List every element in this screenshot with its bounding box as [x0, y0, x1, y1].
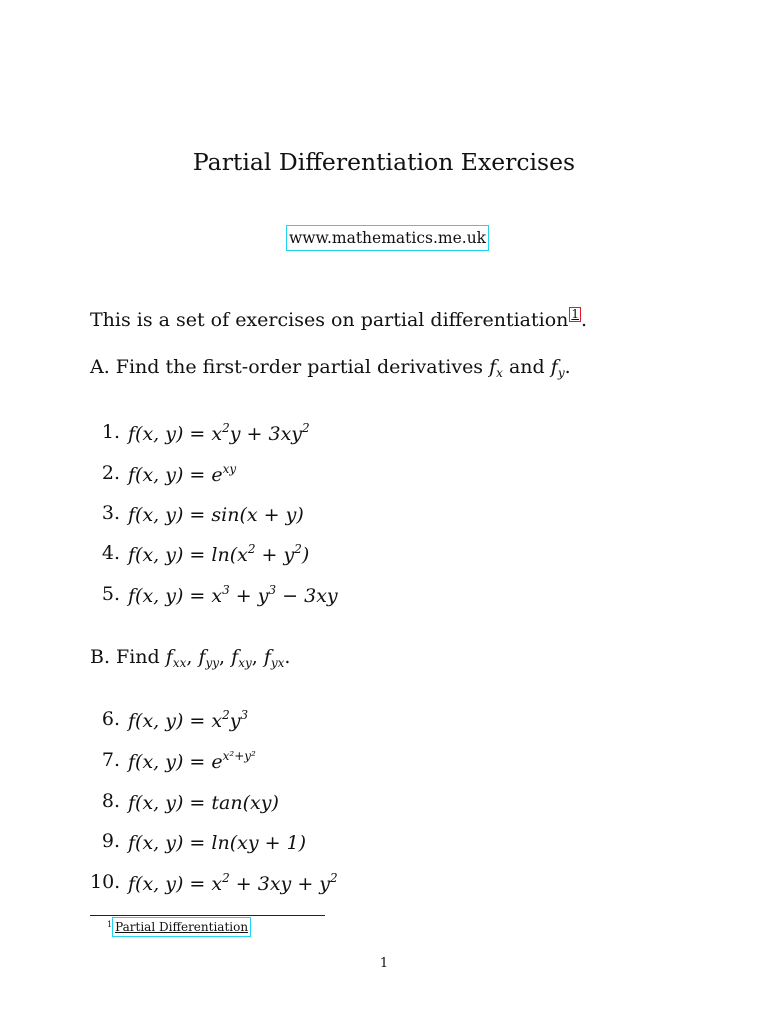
function-lhs: f(x, y) =	[128, 832, 212, 854]
f-symbol: f	[231, 646, 239, 668]
exercise-expression	[128, 708, 248, 732]
exponent: 2	[294, 542, 302, 556]
page-number: 1	[379, 956, 389, 971]
page-title: Partial Differentiation Exercises	[192, 148, 576, 176]
expression-term: e	[211, 464, 223, 486]
exponent: 2	[247, 542, 256, 556]
function-lhs: f(x, y) =	[128, 585, 212, 607]
exponent: xy	[222, 462, 237, 476]
footnote-ref-link[interactable]: 1	[571, 307, 580, 321]
function-lhs: f(x, y) =	[128, 504, 212, 526]
fyy-subscript: yy	[205, 656, 220, 670]
function-lhs: f(x, y) =	[128, 710, 212, 732]
exercise-expression	[128, 871, 338, 895]
exercise-expression	[128, 502, 304, 526]
section-b-end: .	[284, 646, 291, 668]
section-b-prefix: B. Find	[90, 646, 160, 668]
expression-term: )	[301, 544, 310, 566]
function-lhs: f(x, y) =	[128, 873, 212, 895]
exponent: 2	[222, 871, 230, 885]
expression-term: ln(xy + 1)	[211, 832, 307, 854]
exponent: 3	[268, 583, 277, 597]
intro-paragraph	[90, 307, 587, 331]
exercise-number: 7.	[101, 749, 120, 771]
exercise-expression	[128, 749, 256, 773]
expression-term: x	[211, 585, 223, 607]
function-lhs: f(x, y) =	[128, 792, 212, 814]
expression-term: y + 3xy	[229, 423, 303, 445]
website-link[interactable]: www.mathematics.me.uk	[286, 225, 489, 251]
exercise-number: 1.	[101, 421, 120, 443]
expression-term: + y	[229, 585, 269, 607]
exponent: 2	[222, 421, 230, 435]
intro-text: This is a set of exercises on partial differentiation	[90, 309, 569, 331]
footnote-link[interactable]: Partial Differentiation	[112, 917, 251, 937]
exercise-number: 3.	[101, 502, 120, 524]
function-lhs: f(x, y) =	[128, 751, 212, 773]
exponent: 3	[222, 583, 230, 597]
exercise-expression	[128, 542, 309, 566]
footnote	[107, 917, 251, 937]
exercise-number: 10.	[90, 871, 121, 893]
exercise-number: 8.	[101, 790, 120, 812]
exercise-expression	[128, 790, 279, 814]
fxx-subscript: xx	[172, 656, 187, 670]
exercise-expression	[128, 421, 310, 445]
section-a-prefix: A. Find the first-order partial derivatives	[90, 356, 484, 378]
function-lhs: f(x, y) =	[128, 544, 212, 566]
expression-term: sin(x + y)	[211, 504, 304, 526]
expression-term: − 3xy	[276, 585, 338, 607]
function-lhs: f(x, y) =	[128, 423, 212, 445]
footnote-mark: 1	[107, 920, 113, 929]
fyx-subscript: yx	[270, 656, 285, 670]
footnote-rule	[90, 915, 325, 916]
exponent: 3	[240, 708, 249, 722]
exponent: 2	[330, 871, 338, 885]
exercise-number: 4.	[101, 542, 120, 564]
expression-term: tan(xy)	[211, 792, 279, 814]
section-a-and: and	[508, 356, 545, 378]
expression-term: x	[211, 873, 223, 895]
section-a-heading	[90, 356, 571, 380]
f-symbol: f	[198, 646, 206, 668]
exercise-expression	[128, 583, 338, 607]
intro-end: .	[581, 309, 588, 331]
section-b-heading: B. Find $f_{xx}$, $f_{yy}$, $f_{xy}$, $f_{yx}$.	[90, 646, 291, 670]
exercise-number: 6.	[101, 708, 120, 730]
expression-term: y	[229, 710, 241, 732]
fx-subscript: x	[496, 366, 503, 380]
f-symbol: f	[165, 646, 173, 668]
exponent: x²+y²	[222, 749, 256, 763]
expression-term: x	[211, 710, 223, 732]
expression-term: ln(x	[211, 544, 248, 566]
fxy-subscript: xy	[238, 656, 252, 670]
expression-term: x	[211, 423, 223, 445]
exercise-number: 5.	[101, 583, 120, 605]
f-symbol: f	[263, 646, 271, 668]
exercise-expression	[128, 462, 236, 486]
exercise-number: 2.	[101, 462, 120, 484]
function-lhs: f(x, y) =	[128, 464, 212, 486]
expression-term: e	[211, 751, 223, 773]
section-a-end: .	[564, 356, 571, 378]
exercise-expression	[128, 830, 306, 854]
fy-symbol: f	[550, 356, 558, 378]
fy-subscript: y	[557, 366, 565, 380]
exponent: 2	[222, 708, 230, 722]
fx-symbol: f	[489, 356, 497, 378]
exponent: 2	[302, 421, 310, 435]
exercise-number: 9.	[101, 830, 120, 852]
expression-term: + y	[255, 544, 295, 566]
expression-term: + 3xy + y	[229, 873, 331, 895]
